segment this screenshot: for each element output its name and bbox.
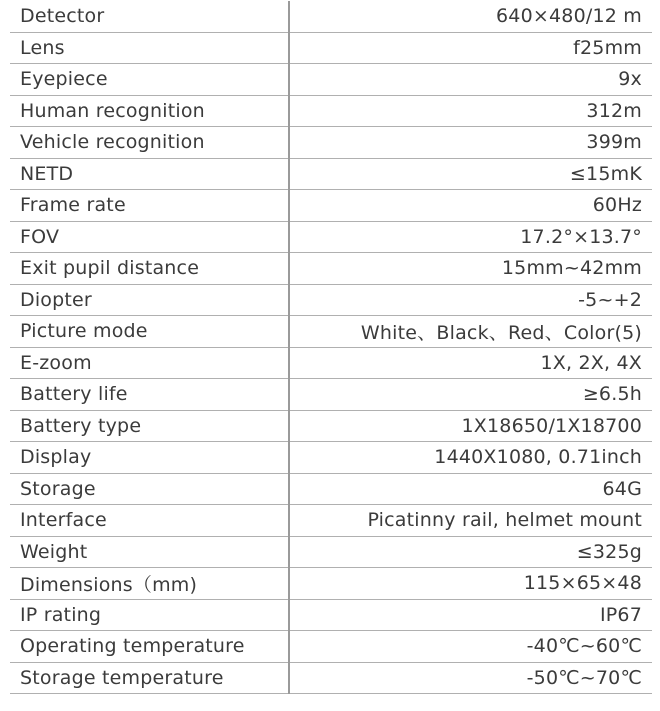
table-row: [10, 662, 652, 694]
table-row: [10, 127, 652, 159]
spec-value: f25mm: [289, 32, 652, 64]
spec-label: Display: [10, 442, 289, 474]
spec-label: Dimensions（mm): [10, 568, 289, 600]
spec-label: Eyepiece: [10, 64, 289, 96]
spec-label: FOV: [10, 221, 289, 253]
spec-label: Storage temperature: [10, 662, 289, 694]
spec-value: IP67: [289, 599, 652, 631]
table-row: [10, 631, 652, 663]
spec-value: 15mm~42mm: [289, 253, 652, 285]
spec-label: Operating temperature: [10, 631, 289, 663]
table-row: [10, 379, 652, 411]
table-row: [10, 442, 652, 474]
table-row: [10, 536, 652, 568]
table-row: [10, 190, 652, 222]
table-row: [10, 64, 652, 96]
spec-label: Diopter: [10, 284, 289, 316]
spec-value: 1X, 2X, 4X: [289, 347, 652, 379]
table-row: [10, 410, 652, 442]
table-row: [10, 32, 652, 64]
spec-table-body: [10, 1, 652, 694]
spec-label: IP rating: [10, 599, 289, 631]
spec-value: ≥6.5h: [289, 379, 652, 411]
spec-label: Weight: [10, 536, 289, 568]
table-row: [10, 568, 652, 600]
spec-value: 9x: [289, 64, 652, 96]
table-row: [10, 284, 652, 316]
table-row: [10, 473, 652, 505]
spec-value: 399m: [289, 127, 652, 159]
spec-label: E-zoom: [10, 347, 289, 379]
spec-label: Interface: [10, 505, 289, 537]
spec-label: Battery life: [10, 379, 289, 411]
spec-value: 1X18650/1X18700: [289, 410, 652, 442]
table-row: [10, 599, 652, 631]
spec-value: Picatinny rail, helmet mount: [289, 505, 652, 537]
spec-value: -50℃~70℃: [289, 662, 652, 694]
spec-label: Exit pupil distance: [10, 253, 289, 285]
spec-value: 1440X1080, 0.71inch: [289, 442, 652, 474]
spec-value: 640×480/12 m: [289, 1, 652, 32]
spec-label: Frame rate: [10, 190, 289, 222]
spec-value: 17.2°×13.7°: [289, 221, 652, 253]
spec-value: White、Black、Red、Color(5): [289, 316, 652, 348]
spec-value: -40℃~60℃: [289, 631, 652, 663]
spec-label: Human recognition: [10, 95, 289, 127]
table-row: [10, 221, 652, 253]
spec-value: ≤325g: [289, 536, 652, 568]
spec-label: Vehicle recognition: [10, 127, 289, 159]
spec-label: Picture mode: [10, 316, 289, 348]
spec-value: 312m: [289, 95, 652, 127]
spec-label: Lens: [10, 32, 289, 64]
spec-label: Battery type: [10, 410, 289, 442]
table-row: [10, 95, 652, 127]
spec-table: [10, 1, 652, 694]
table-row: [10, 347, 652, 379]
spec-value: 115×65×48: [289, 568, 652, 600]
table-row: [10, 253, 652, 285]
spec-value: 64G: [289, 473, 652, 505]
spec-label: Detector: [10, 1, 289, 32]
table-row: [10, 1, 652, 32]
spec-value: ≤15mK: [289, 158, 652, 190]
table-row: [10, 316, 652, 348]
spec-label: Storage: [10, 473, 289, 505]
spec-value: -5~+2: [289, 284, 652, 316]
spec-value: 60Hz: [289, 190, 652, 222]
table-row: [10, 505, 652, 537]
table-row: [10, 158, 652, 190]
spec-label: NETD: [10, 158, 289, 190]
